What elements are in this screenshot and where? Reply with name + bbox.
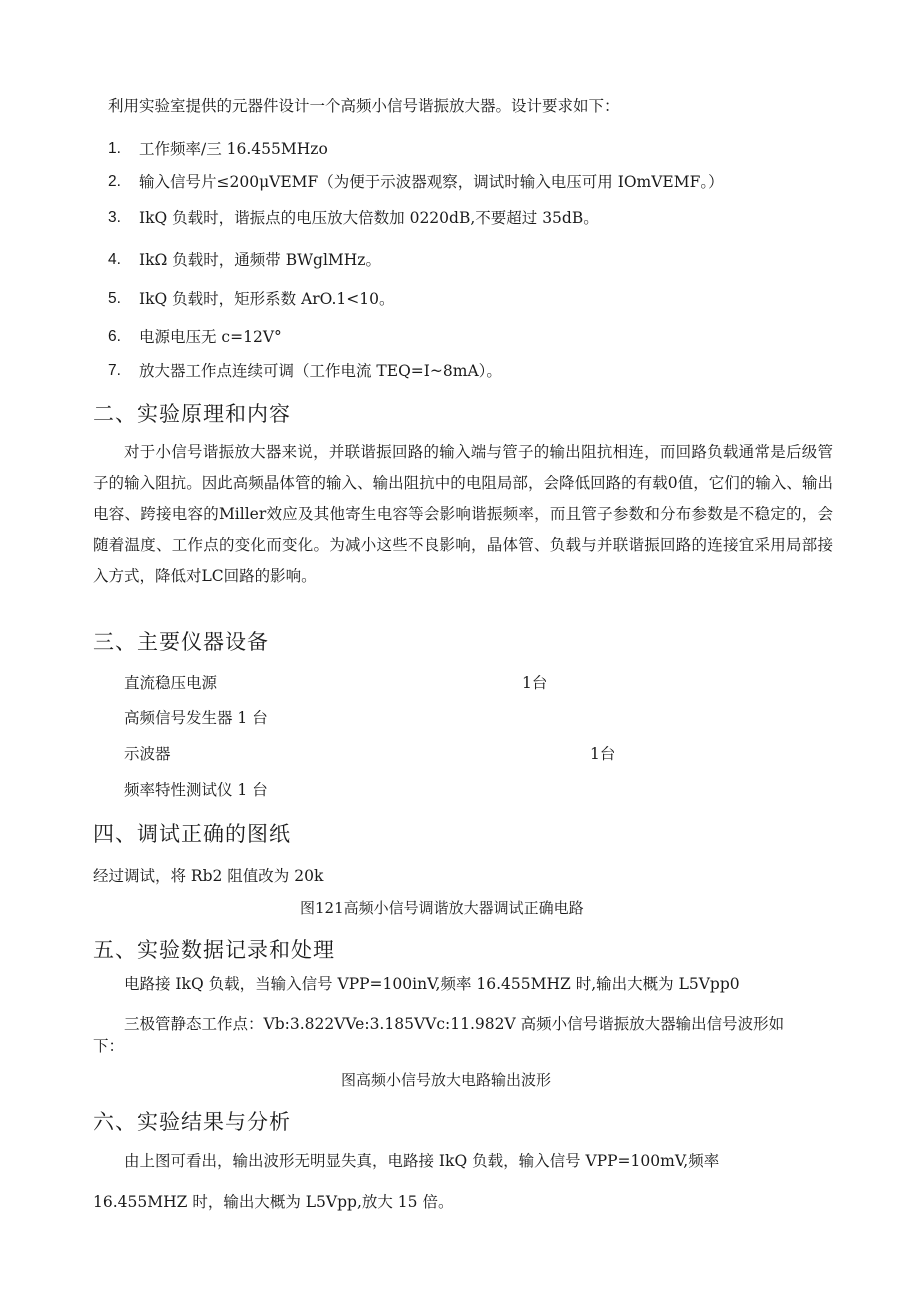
- requirement-text: 输入信号片≤200μVEMF（为便于示波器观察，调试时输入电压可用 IOmVEMF。）: [139, 173, 724, 191]
- requirement-text: 放大器工作点连续可调（工作电流 TEQ=I~8mA）。: [139, 362, 502, 380]
- section-heading-principle: 二、实验原理和内容: [93, 402, 291, 426]
- data-line-operating-point-cont: 下：: [93, 1037, 125, 1055]
- principle-paragraph: 对于小信号谐振放大器来说，并联谐振回路的输入端与管子的输出阻抗相连，而回路负载通常是后级管子的输入阻抗。因此高频晶体管的输入、输出阻抗中的电阻局部，会降低回路的有载0值，它们的输入、输出电容、跨接电容的Miller效应及其他寄生电容等会影响谐振频率，而且管子参数和分布参数是不稳定的，会随着温度、工作点的变化而变化。为减小这些不良影响，晶体管、负载与并联谐振回路的连接宜采用局部接入方式，降低对LC回路的影响。: [93, 443, 833, 585]
- requirement-number: 6.: [108, 328, 121, 345]
- equipment-item-name: 直流稳压电源: [124, 674, 218, 692]
- data-line-operating-point: 三极管静态工作点：Vb:3.822VVe:3.185VVc:11.982V 高频小信号谐振放大器输出信号波形如: [124, 1015, 785, 1033]
- figure-caption-waveform: 图高频小信号放大电路输出波形: [341, 1071, 552, 1089]
- requirement-number: 1.: [108, 140, 121, 157]
- schematic-note: 经过调试，将 Rb2 阻值改为 20k: [93, 867, 324, 885]
- requirement-text: 电源电压无 c=12V°: [139, 328, 282, 346]
- equipment-item-qty: 1台: [522, 674, 548, 692]
- requirement-number: 3.: [108, 209, 121, 226]
- section-heading-data: 五、实验数据记录和处理: [93, 938, 335, 962]
- section-heading-results: 六、实验结果与分析: [93, 1110, 291, 1134]
- equipment-item-name: 高频信号发生器 1 台: [124, 709, 268, 727]
- requirement-number: 4.: [108, 251, 121, 268]
- requirement-number: 2.: [108, 173, 121, 190]
- equipment-item-name: 示波器: [124, 745, 171, 763]
- figure-caption-circuit: 图121高频小信号调谐放大器调试正确电路: [300, 899, 584, 917]
- requirement-number: 5.: [108, 290, 121, 307]
- requirement-text: IkQ 负载时，谐振点的电压放大倍数加 0220dB,不要超过 35dB。: [139, 209, 599, 227]
- section-heading-schematic: 四、调试正确的图纸: [93, 822, 291, 846]
- results-line-1: 由上图可看出，输出波形无明显失真，电路接 IkQ 负载，输入信号 VPP=100mV,频率: [124, 1152, 720, 1170]
- requirement-text: 工作频率∕三 16.455MHzo: [139, 140, 328, 158]
- requirement-text: IkQ 负载时，矩形系数 ArO.1<10。: [139, 290, 395, 308]
- results-line-2: 16.455MHZ 时，输出大概为 L5Vpp,放大 15 倍。: [93, 1193, 454, 1211]
- data-line-load: 电路接 IkQ 负载，当输入信号 VPP=100inV,频率 16.455MHZ 时,输出大概为 L5Vpp0: [124, 975, 740, 993]
- section-heading-equipment: 三、主要仪器设备: [93, 630, 269, 654]
- requirement-number: 7.: [108, 362, 121, 379]
- equipment-item-name: 频率特性测试仪 1 台: [124, 781, 268, 799]
- intro-text: 利用实验室提供的元器件设计一个高频小信号谐振放大器。设计要求如下：: [108, 97, 620, 115]
- requirement-text: IkΩ 负载时，通频带 BWglMHz。: [139, 251, 381, 269]
- equipment-item-qty: 1台: [590, 745, 616, 763]
